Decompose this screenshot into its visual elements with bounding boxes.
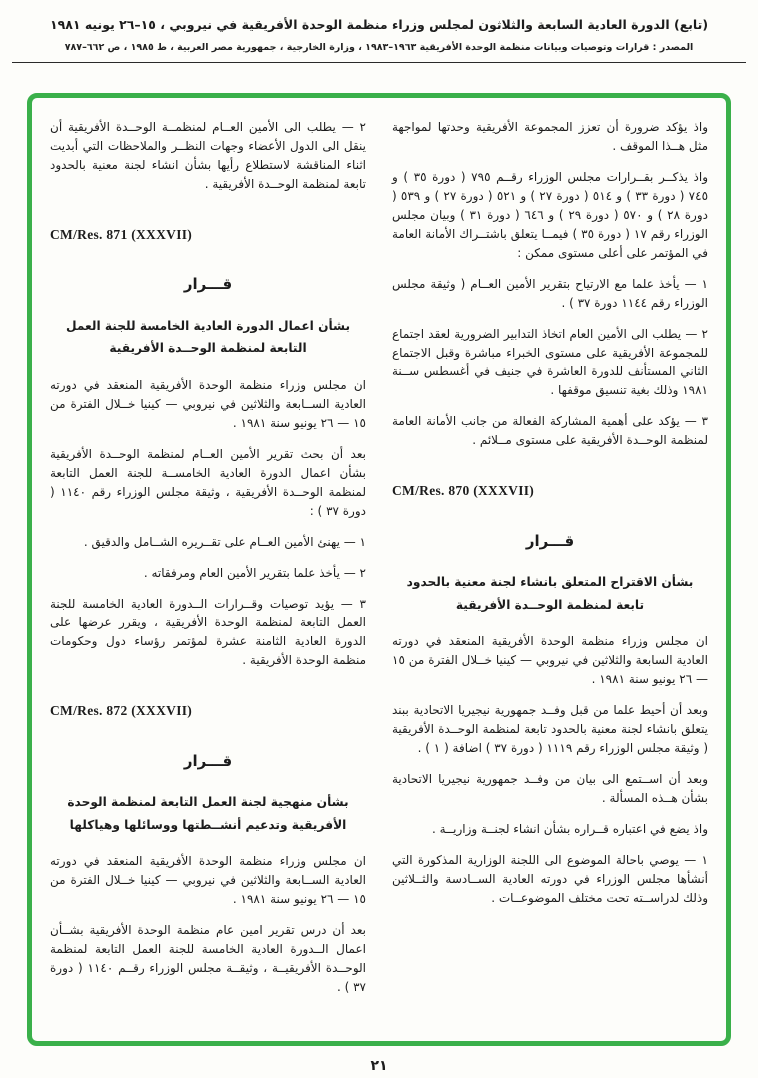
resolution-title: قـــرار xyxy=(183,275,233,294)
header-source-line: المصدر : قرارات وتوصيات وبيانات منظمة الوحدة الأفريقية ١٩٦٣–١٩٨٣ ، وزارة الخارجية ، جمهورية مصر العربية ، ط ١٩٨٥ ، ص ٦٦٢–٧٨٧ xyxy=(64,41,694,53)
paragraph: بعد أن بحث تقرير الأمين العــام لمنظمة الوحــدة الأفريقية بشأن اعمال الدورة العادية الخامســة للجنة العمل التابعة لمنظمة الوحــدة الأفريقية ، وثيقة مجلس الوزراء رقم ١١٤٠ ( دورة ٣٧ ) : xyxy=(50,446,366,518)
paragraph: وبعد أن اســتمع الى بيان من وفــد جمهورية نيجيريا الاتحادية بشأن هــذه المسألة . xyxy=(392,772,708,806)
page-header xyxy=(0,0,758,53)
column-left xyxy=(50,118,366,1027)
resolution-subtitle: بشأن منهجية لجنة العمل التابعة لمنظمة الوحدة الأفريقية وتدعيم أنشــطتها ووسائلها وهياكلها xyxy=(67,795,349,832)
paragraph: ٢ — يطلب الى الأمين العــام لمنظمــة الوحــدة الأفريقية أن ينقل الى الدول الأعضاء وجهات النظــر والملاحظات التي أبديت اثناء المناقشة لاستطلاع رأيها بشأن انشاء لجنة معنية بالحدود تابعة لمنظمة الوحــدة الأفريقية . xyxy=(50,120,366,191)
paragraph: ان مجلس وزراء منظمة الوحدة الأفريقية المنعقد في دورته العادية السابعة والثلاثين في نيروبي — كينيا خــلال الفترة من ١٥ — ٢٦ يونيو سنة ١٩٨١ . xyxy=(392,634,708,687)
content-frame xyxy=(27,93,731,1046)
header-divider xyxy=(12,62,746,63)
paragraph: ٣ — يؤيد توصيات وقــرارات الــدورة العادية الخامسة للجنة العمل التابعة لمنظمة الوحدة الأفريقية ، ويقرر عرضها على الدورة العادية الثامنة عشرة لمؤتمر رؤساء دول وحكومات منظمة الوحدة الأفريقية . xyxy=(50,596,366,668)
paragraph: واذ يضع في اعتباره قــراره بشأن انشاء لجنــة وزاريــة . xyxy=(432,822,708,837)
column-right xyxy=(392,118,708,1027)
paragraph: ١ — يوصي باحالة الموضوع الى اللجنة الوزارية المذكورة التي أنشأها مجلس الوزراء في دورته العادية الســادسة والثــلاثين وذلك لدراســته تحت مختلف الموضوعــات . xyxy=(392,853,708,905)
paragraph: ١ — يهنئ الأمين العــام على تقــريره الشــامل والدقيق . xyxy=(83,534,366,549)
paragraph: ٣ — يؤكد على أهمية المشاركة الفعالة من جانب الأمانة العامة لمنظمة الوحــدة الأفريقية على مستوى مــلائم . xyxy=(392,414,708,448)
paragraph: واذ يذكــر بقــرارات مجلس الوزراء رقــم ٧٩٥ ( دورة ٣٥ ) و ٧٤٥ ( دورة ٣٣ ) و ٥١٤ ( دورة ٢٧ ) و ٥٢١ ( دورة ٢٧ ) و ٥٣٩ ( دورة ٢٨ ) و ٥٧٠ ( دورة ٢٩ ) و ٦٤٦ ( دورة ٣١ ) وبيان مجلس الوزراء رقم ١٧ ( دورة ٣٥ ) فيمــا يتعلق باشتــراك الأمانة العامة في المؤتمر على أعلى مستوى ممكن : xyxy=(392,169,709,260)
resolution-code: CM/Res. 872 (XXXVII) xyxy=(50,703,193,719)
resolution-title: قـــرار xyxy=(183,751,233,770)
resolution-title: قـــرار xyxy=(525,531,575,550)
paragraph: ٢ — يأخذ علما بتقرير الأمين العام ومرفقاته . xyxy=(143,565,366,580)
resolution-subtitle: بشأن الاقتراح المتعلق بانشاء لجنة معنية بالحدود تابعة لمنظمة الوحــدة الأفريقية xyxy=(406,575,694,612)
paragraph: ان مجلس وزراء منظمة الوحدة الأفريقية المنعقد في دورته العادية الســابعة والثلاثين في نيروبي — كينيا خــلال الفترة من ١٥ — ٢٦ يونيو سنة ١٩٨١ . xyxy=(50,854,366,907)
paragraph: بعد أن درس تقرير امين عام منظمة الوحدة الأفريقية بشــأن اعمال الــدورة العادية الخامسة للجنة العمل التابعة لمنظمة الوحــدة الأفريقيــة ، وثيقــة مجلس الوزراء رقــم ١١٤٠ ( دورة ٣٧ ) . xyxy=(50,923,367,995)
resolution-subtitle: بشأن اعمال الدورة العادية الخامسة للجنة العمل التابعة لمنظمة الوحــدة الأفريقية xyxy=(65,318,351,356)
resolution-code: CM/Res. 870 (XXXVII) xyxy=(392,483,535,499)
paragraph: واذ يؤكد ضرورة أن تعزز المجموعة الأفريقية وحدتها لمواجهة مثل هــذا الموقف . xyxy=(392,120,708,153)
paragraph: ان مجلس وزراء منظمة الوحدة الأفريقية المنعقد في دورته العادية الســابعة والثلاثين في نيروبي — كينيا خــلال الفترة من ١٥ — ٢٦ يونيو سنة ١٩٨١ . xyxy=(50,377,366,430)
page-footer xyxy=(0,1055,758,1074)
resolution-code: CM/Res. 871 (XXXVII) xyxy=(50,226,193,242)
header-title: (تابع) الدورة العادية السابعة والثلاثون لمجلس وزراء منظمة الوحدة الأفريقية في نيروبي ، ١٥–٢٦ يونيه ١٩٨١ xyxy=(49,17,709,32)
paragraph: ١ — يأخذ علما مع الارتياح بتقرير الأمين العــام ( وثيقة مجلس الوزراء رقم ١١٤٤ دورة ٣٧ ) . xyxy=(392,276,708,310)
paragraph: وبعد أن أحيط علما من قبل وفــد جمهورية نيجيريا الاتحادية ببند يتعلق بانشاء لجنة معنية بالحدود تابعة لمنظمة الوحــدة الأفريقية ( وثيقة مجلس الوزراء رقم ١١١٩ ( دورة ٣٧ ) اضافة ( ١ ) . xyxy=(392,703,708,756)
paragraph: ٢ — يطلب الى الأمين العام اتخاذ التدابير الضرورية لعقد اجتماع للمجموعة الأفريقية على مستوى الخبراء مباشرة وقبل الاجتماع الثاني المستأنف للدورة العاشرة في جنيف في أغسطس ســنة ١٩٨١ وذلك بغية تنسيق موقفها . xyxy=(392,326,708,398)
page-number: ٢١ xyxy=(370,1058,388,1074)
